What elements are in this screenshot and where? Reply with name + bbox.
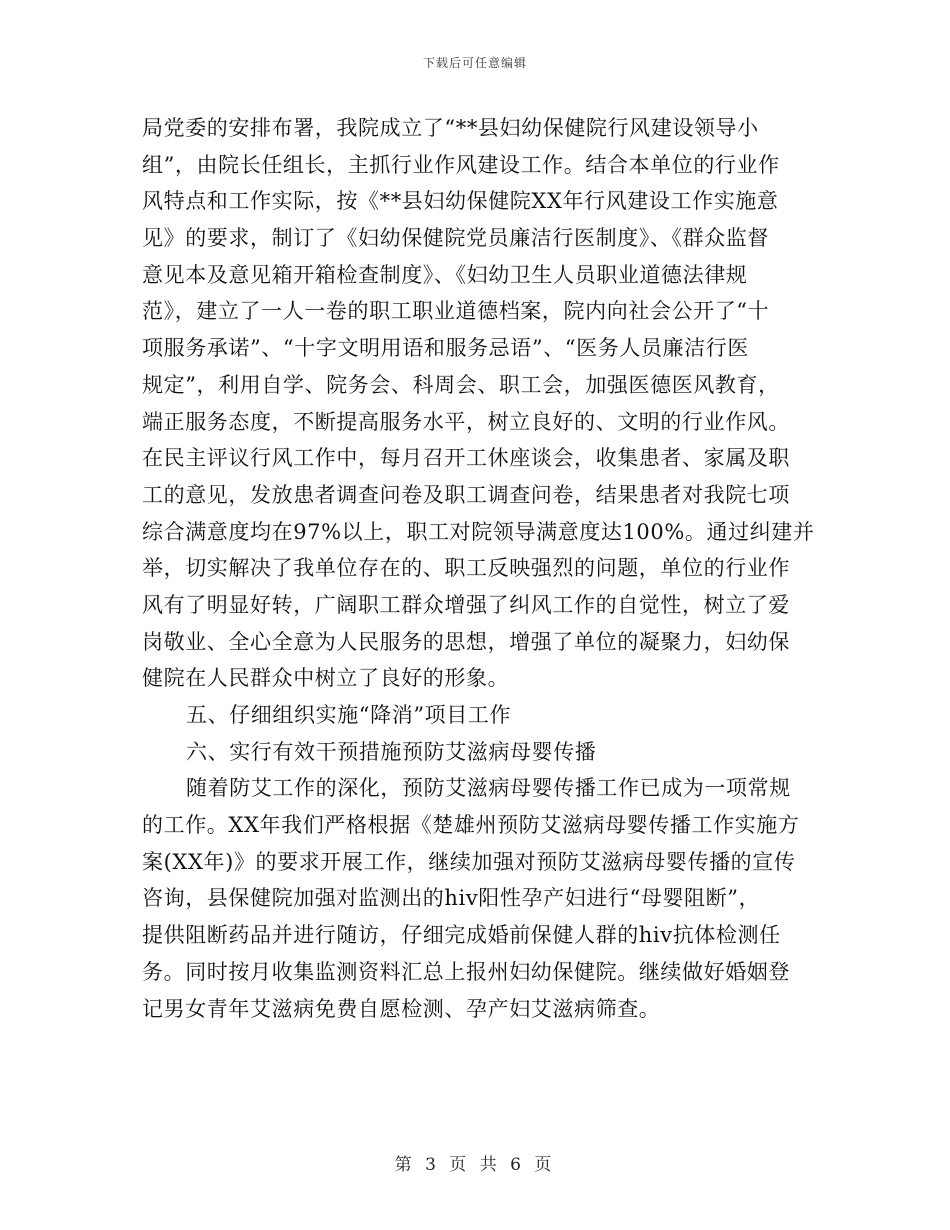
- text-line: 随着防艾工作的深化，预防艾滋病母婴传播工作已成为一项常规: [186, 776, 791, 801]
- text-line: 岗敬业、全心全意为人民服务的思想，增强了单位的凝聚力，妇幼保: [142, 629, 790, 654]
- document-body: [142, 110, 815, 1027]
- text-line: 工的意见，发放患者调查问卷及职工调查问卷，结果患者对我院七项: [142, 482, 790, 507]
- text-line: 健院在人民群众中树立了良好的形象。: [142, 666, 510, 691]
- text-line: 风有了明显好转，广阔职工群众增强了纠风工作的自觉性，树立了爱: [142, 592, 790, 617]
- text-line: 组”，由院长任组长，主抓行业作风建设工作。结合本单位的行业作: [142, 152, 780, 177]
- page-header: 下载后可任意编辑: [422, 56, 527, 70]
- text-line: 咨询，县保健院加强对监测出的hiv阳性孕产妇进行“母婴阻断”，: [142, 886, 761, 911]
- text-line: 范》，建立了一人一卷的职工职业道德档案，院内向社会公开了“十: [142, 299, 770, 324]
- text-line: 意见本及意见箱开箱检查制度》、《妇幼卫生人员职业道德法律规: [142, 262, 748, 287]
- text-line: 务。同时按月收集监测资料汇总上报州妇幼保健院。继续做好婚姻登: [142, 959, 790, 984]
- text-line: 记男女青年艾滋病免费自愿检测、孕产妇艾滋病筛查。: [142, 996, 661, 1021]
- text-line: 案(XX年)》的要求开展工作，继续加强对预防艾滋病母婴传播的宣传: [142, 849, 796, 874]
- text-line: 见》的要求，制订了《妇幼保健院党员廉洁行医制度》、《群众监督: [142, 226, 769, 251]
- text-line: 综合满意度均在97%以上，职工对院领导满意度达100%。通过纠建并: [142, 519, 815, 544]
- text-line: 项服务承诺”、“十字文明用语和服务忌语”、“医务人员廉洁行医: [142, 336, 749, 361]
- page-footer: 第 3 页 共 6 页: [394, 1155, 556, 1175]
- text-line: 风特点和工作实际，按《**县妇幼保健院XX年行风建设工作实施意: [142, 189, 779, 214]
- text-line: 举，切实解决了我单位存在的、职工反映强烈的问题，单位的行业作: [142, 556, 790, 581]
- text-line: 规定”，利用自学、院务会、科周会、职工会，加强医德医风教育，: [142, 372, 780, 397]
- section-heading: 五、仔细组织实施“降消”项目工作: [186, 703, 512, 727]
- text-line: 局党委的安排布署，我院成立了“**县妇幼保健院行风建设领导小: [142, 116, 759, 140]
- section-heading: 六、实行有效干预措施预防艾滋病母婴传播: [186, 739, 597, 764]
- text-line: 提供阻断药品并进行随访，仔细完成婚前保健人群的hiv抗体检测任: [142, 923, 781, 948]
- text-line: 在民主评议行风工作中，每月召开工休座谈会，收集患者、家属及职: [142, 446, 790, 471]
- text-line: 端正服务态度，不断提高服务水平，树立良好的、文明的行业作风。: [142, 409, 790, 434]
- text-line: 的工作。XX年我们严格根据《楚雄州预防艾滋病母婴传播工作实施方: [142, 813, 800, 838]
